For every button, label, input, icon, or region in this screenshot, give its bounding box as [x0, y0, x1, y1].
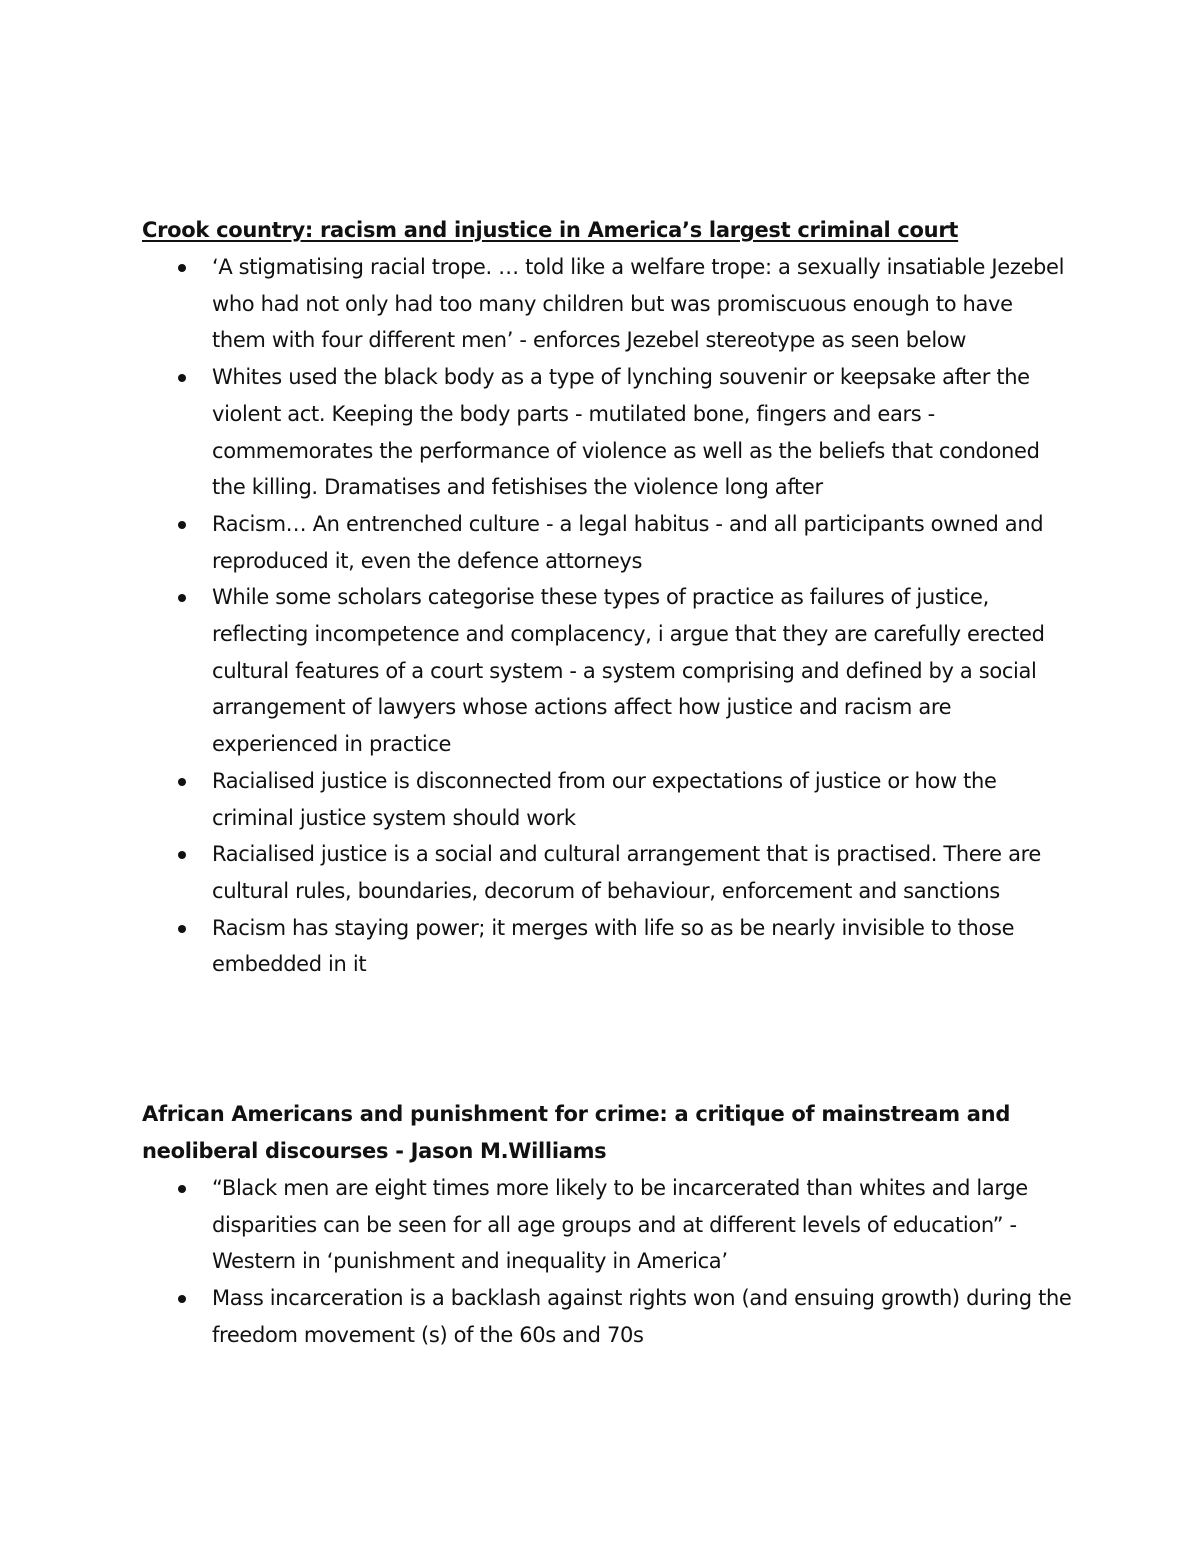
bullet-icon: [178, 264, 186, 272]
bullet-icon: [178, 1295, 186, 1303]
list-item-text: ‘A stigmatising racial trope. … told like a welfare trope: a sexually insatiable Jezebel who had not only had too many children but was promiscuous enough to have them with four different men’ - enforces Jezebel stereotype as seen below: [212, 255, 1065, 353]
list-item-text: Whites used the black body as a type of lynching souvenir or keepsake after the violent act. Keeping the body parts - mutilated bone, fingers and ears - commemorates the performance of violence as well as the beliefs that condoned the killing. Dramatises and fetishises the violence long after: [212, 365, 1040, 500]
bullet-icon: [178, 925, 186, 933]
list-item-text: Racism has staying power; it merges with life so as be nearly invisible to those embedded in it: [212, 915, 1015, 977]
section-crook-country: [142, 212, 1072, 983]
list-item: [142, 359, 1072, 506]
list-item-text: Mass incarceration is a backlash against rights won (and ensuing growth) during the freedom movement (s) of the 60s and 70s: [212, 1286, 1072, 1347]
list-item: [142, 579, 1072, 763]
list-item-text: Racialised justice is a social and cultural arrangement that is practised. There are cultural rules, boundaries, decorum of behaviour, enforcement and sanctions: [212, 842, 1041, 903]
bullet-icon: [178, 521, 186, 529]
bullet-icon: [178, 1185, 186, 1193]
bullet-icon: [178, 851, 186, 859]
list-item: [142, 249, 1072, 359]
section-african-americans-punishment: [142, 1096, 1072, 1354]
list-item: [142, 910, 1072, 983]
list-item: [142, 1170, 1072, 1280]
list-item: [142, 763, 1072, 836]
list-item-text: While some scholars categorise these types of practice as failures of justice, reflecting incompetence and complacency, i argue that they are carefully erected cultural features of a court system - a system comprising and defined by a social arrangement of lawyers whose actions affect how justice and racism are experienced in practice: [212, 585, 1045, 757]
bullet-icon: [178, 374, 186, 382]
section-heading: African Americans and punishment for crime: a critique of mainstream and neoliberal discourses - Jason M.Williams: [142, 1102, 1011, 1163]
list-item: [142, 1280, 1072, 1353]
bullet-icon: [178, 594, 186, 602]
list-item-text: Racialised justice is disconnected from our expectations of justice or how the criminal justice system should work: [212, 768, 997, 830]
section-heading: Crook country: racism and injustice in America’s largest criminal court: [142, 218, 959, 242]
bullet-list: [142, 1170, 1072, 1354]
list-item: [142, 506, 1072, 579]
list-item: [142, 836, 1072, 909]
bullet-icon: [178, 778, 186, 786]
list-item-text: Racism… An entrenched culture - a legal habitus - and all participants owned and reproduced it, even the defence attorneys: [212, 511, 1044, 573]
list-item-text: “Black men are eight times more likely to be incarcerated than whites and large disparities can be seen for all age groups and at different levels of education” - Western in ‘punishment and inequality in America’: [212, 1176, 1028, 1274]
bullet-list: [142, 249, 1072, 983]
